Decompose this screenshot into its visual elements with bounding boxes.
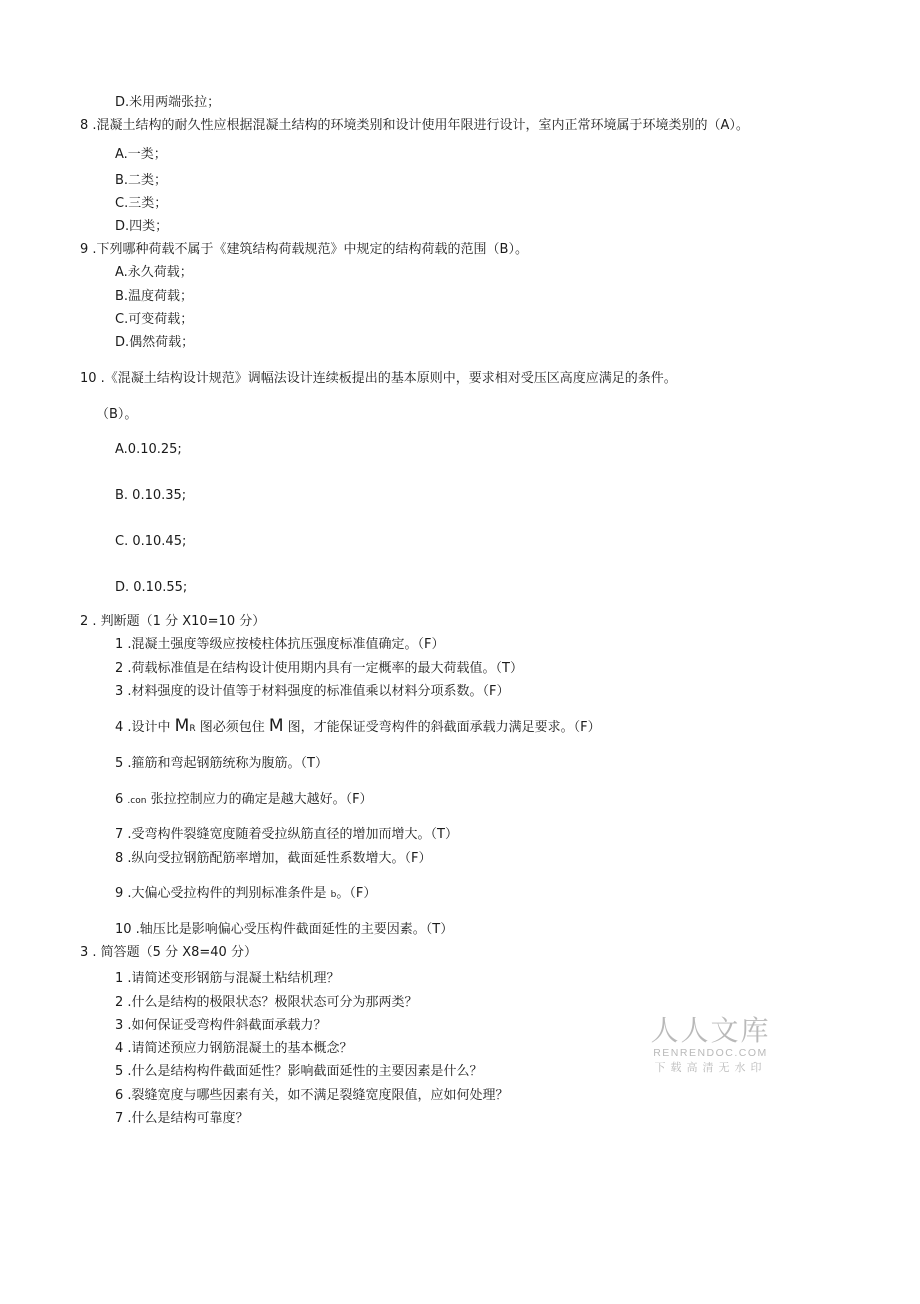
tf-item-4-pre: 4 .设计中 bbox=[115, 720, 175, 735]
q10-option-c: C. 0.10.45; bbox=[115, 534, 187, 549]
q8-question: 8 .混凝土结构的耐久性应根据混凝土结构的环境类别和设计使用年限进行设计，室内正常环境属于环境类别的（A）。 bbox=[80, 118, 749, 133]
watermark-title: 人人文库 bbox=[650, 1014, 771, 1047]
tf-item-4-mid: 图必须包住 bbox=[195, 720, 269, 735]
watermark-logo bbox=[648, 1015, 773, 1076]
sa-item-7: 7 .什么是结构可靠度？ bbox=[115, 1111, 249, 1126]
tf-item-4 bbox=[115, 717, 601, 738]
q9-option-a: A.永久荷载； bbox=[115, 265, 193, 280]
tf-item-6-pre: 6 bbox=[115, 792, 128, 807]
tf-item-3: 3 .材料强度的设计值等于材料强度的标准值乘以材料分项系数。（F） bbox=[115, 684, 510, 699]
q10-question: 10 .《混凝土结构设计规范》调幅法设计连续板提出的基本原则中，要求相对受压区高度应满足的条件。 bbox=[80, 371, 677, 386]
q8-option-a: A.一类； bbox=[115, 147, 167, 162]
tf-item-6 bbox=[115, 791, 373, 810]
q8-option-d: D.四类； bbox=[115, 219, 169, 234]
q10-option-b: B. 0.10.35; bbox=[115, 488, 187, 503]
q9-question: 9 .下列哪种荷载不属于《建筑结构荷载规范》中规定的结构荷载的范围（B）。 bbox=[80, 242, 528, 257]
q10-option-d: D. 0.10.55; bbox=[115, 580, 188, 595]
sa-item-6: 6 .裂缝宽度与哪些因素有关，如不满足裂缝宽度限值，应如何处理？ bbox=[115, 1088, 509, 1103]
moment-symbol-m: M bbox=[174, 716, 190, 736]
watermark-url: RENRENDOC.COM bbox=[653, 1047, 768, 1059]
tf-item-7: 7 .受弯构件裂缝宽度随着受拉纵筋直径的增加而增大。（T） bbox=[115, 827, 458, 842]
tf-item-2: 2 .荷载标准值是在结构设计使用期内具有一定概率的最大荷载值。（T） bbox=[115, 661, 523, 676]
sa-item-4: 4 .请简述预应力钢筋混凝土的基本概念？ bbox=[115, 1041, 353, 1056]
q8-option-b: B.二类； bbox=[115, 173, 168, 188]
watermark-subtitle: 下载高清无水印 bbox=[654, 1061, 767, 1074]
tf-item-10: 10 .轴压比是影响偏心受压构件截面延性的主要因素。（T） bbox=[115, 922, 454, 937]
sigma-con-label: .con bbox=[127, 796, 147, 806]
q10-option-a: A.0.10.25; bbox=[115, 442, 182, 457]
sa-item-3: 3 .如何保证受弯构件斜截面承载力？ bbox=[115, 1018, 327, 1033]
q7-option-d: D.米用两端张拉； bbox=[115, 95, 221, 110]
sa-item-1: 1 .请简述变形钢筋与混凝土粘结机理？ bbox=[115, 971, 340, 986]
section2-heading: 2 . 判断题（1 分 X10=10 分） bbox=[80, 614, 266, 629]
q9-option-b: B.温度荷载； bbox=[115, 289, 194, 304]
tf-item-8: 8 .纵向受拉钢筋配筋率增加，截面延性系数增大。（F） bbox=[115, 851, 432, 866]
tf-item-6-post: 张拉控制应力的确定是越大越好。（F） bbox=[146, 792, 373, 807]
section3-heading: 3 . 简答题（5 分 X8=40 分） bbox=[80, 945, 257, 960]
tf-item-1: 1 .混凝土强度等级应按棱柱体抗压强度标准值确定。（F） bbox=[115, 637, 445, 652]
q9-option-d: D.偶然荷载； bbox=[115, 335, 195, 350]
tf-item-4-post: 图，才能保证受弯构件的斜截面承载力满足要求。（F） bbox=[283, 720, 601, 735]
small-b-label: b bbox=[330, 890, 337, 900]
tf-item-9 bbox=[115, 885, 376, 904]
tf-item-9-pre: 9 .大偏心受拉构件的判别标准条件是 bbox=[115, 886, 331, 901]
q8-option-c: C.三类； bbox=[115, 196, 168, 211]
q9-option-c: C.可变荷载； bbox=[115, 312, 194, 327]
sa-item-2: 2 .什么是结构的极限状态？极限状态可分为那两类？ bbox=[115, 995, 418, 1010]
tf-item-9-post: 。（F） bbox=[336, 886, 377, 901]
moment-subscript-r: R bbox=[189, 724, 196, 734]
tf-item-5: 5 .箍筋和弯起钢筋统称为腹筋。（T） bbox=[115, 756, 328, 771]
moment-symbol-m2: M bbox=[268, 716, 284, 736]
q10-answer: （B）。 bbox=[96, 407, 138, 422]
sa-item-5: 5 .什么是结构构件截面延性？影响截面延性的主要因素是什么？ bbox=[115, 1064, 483, 1079]
